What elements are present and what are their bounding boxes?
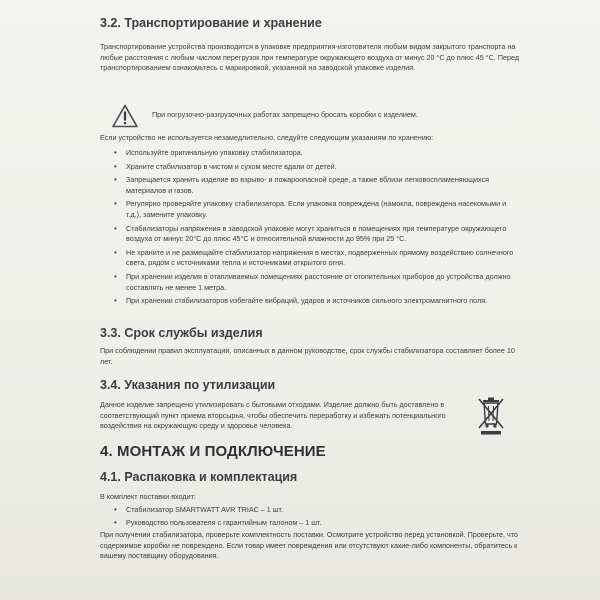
warning-triangle-icon	[112, 104, 138, 128]
list-item: • При хранении изделия в отапливаемых помещениях расстояние от отопительных приборов до устройства должно составлять не менее 1 метра.	[114, 271, 511, 292]
disposal-paragraph: Данное изделие запрещено утилизировать с бытовыми отходами. Изделие должно быть доставлено в соответствующий пункт приема вторсырья, чтобы обеспечить переработку и избежать потенциального воздействия на окружающую среду и здоровье человека.	[100, 400, 446, 431]
section-34-title: 3.4. Указания по утилизации	[100, 378, 276, 392]
warning-text: При погрузочно-разгрузочных работах запрещено бросать коробки с изделием.	[152, 110, 418, 119]
package-list	[100, 505, 520, 530]
inspection-paragraph: При получении стабилизатора, проверьте комплектность поставки. Осмотрите устройство перед установкой. Проверьте, что содержимое коробки не повреждено. Если товар имеет повреждения или отсутствуют какие-либо компоненты, обратитесь к вашему поставщику оборудования.	[100, 530, 518, 561]
list-item: • Не храните и не размещайте стабилизатор напряжения в местах, подверженных прямому воздействию солнечного света, рядом с источниками тепла и источниками открытого огня.	[114, 247, 514, 268]
package-intro: В комплект поставки входит:	[100, 492, 196, 501]
warning-note	[100, 102, 520, 130]
list-item: • При хранении стабилизаторов избегайте вибраций, ударов и источников сильного электромагнитного поля.	[114, 296, 488, 306]
chapter-4-title: 4. МОНТАЖ И ПОДКЛЮЧЕНИЕ	[100, 443, 326, 460]
list-item: • Регулярно проверяйте упаковку стабилизатора. Если упаковка повреждена (намокла, повреждена насекомыми и т.д.), замените упаковку.	[114, 199, 507, 219]
service-life-paragraph: При соблюдении правил эксплуатации, описанных в данном руководстве, срок службы стабилизатора составляет более 10 лет.	[100, 346, 515, 366]
list-item: • Руководство пользователя с гарантийным талоном – 1 шт.	[114, 517, 322, 527]
section-33-title: 3.3. Срок службы изделия	[100, 326, 263, 340]
storage-intro: Если устройство не используется незамедлительно, следуйте следующим указаниям по хранению:	[100, 133, 434, 142]
list-item: • Храните стабилизатор в чистом и сухом месте вдали от детей.	[114, 161, 337, 171]
section-32-title: 3.2. Транспортирование и хранение	[100, 16, 322, 30]
crossed-bin-weee-icon	[476, 396, 506, 436]
storage-list	[100, 148, 520, 310]
transport-paragraph: Транспортирование устройства производится в упаковке предприятия-изготовителя любым видом закрытого транспорта на любые расстояния с любым числом перегрузок при температуре окружающего воздуха от минус 20 °С до плюс 45 °С. Перед транспортированием ознакомьтесь с маркировкой, указанной на заводской упаковке изделия.	[100, 42, 520, 73]
list-item: • Запрещается хранить изделие во взрыво- и пожароопасной среде, а также вблизи легковоспламеняющихся материалов и газов.	[114, 175, 490, 195]
list-item: • Используйте оригинальную упаковку стабилизатора.	[114, 148, 303, 157]
list-item: • Стабилизаторы напряжения в заводской упаковке могут храниться в помещениях при температуре окружающего воздуха от минус 20°С до плюс 45°С и относительной влажности до 95% при 25 °С.	[114, 223, 507, 244]
list-item: • Стабилизатор SMARTWATT AVR TRIAC – 1 шт.	[114, 505, 284, 514]
section-41-title: 4.1. Распаковка и комплектация	[100, 470, 298, 484]
